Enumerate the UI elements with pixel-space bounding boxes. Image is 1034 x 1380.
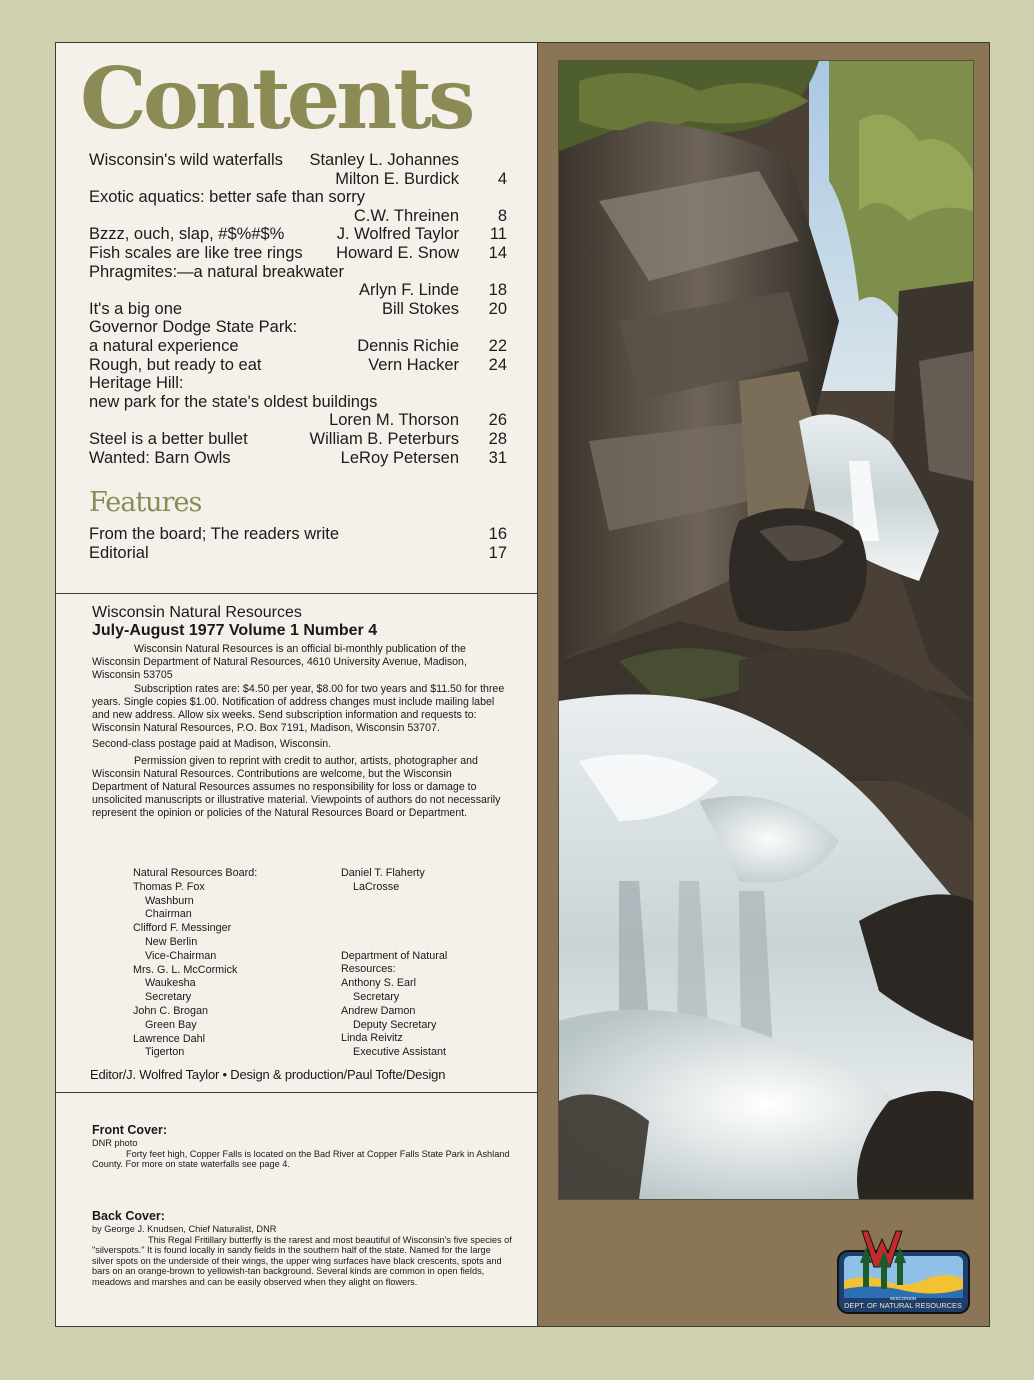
front-cover-note — [92, 1123, 512, 1170]
board-column-2 — [341, 867, 541, 1060]
feature-entry — [89, 525, 507, 544]
toc-entry-author: Loren M. Thorson — [329, 411, 459, 430]
toc-entry-author: J. Wolfred Taylor — [336, 225, 459, 244]
toc-entry-title: Wanted: Barn Owls — [89, 448, 231, 467]
back-cover-caption: This Regal Fritillary butterfly is the rarest and most beautiful of Wisconsin's five species of "silverspots." It is found locally in sandy fields in the southern half of the state. Named for the large silver spots on the underside of their wings, the upper wing surfaces have black crescents, spots and bars on an orange-brown to yellowish-tan background. Several kinds are common in open fields, meadows and marshes and can be easily observed when they alight on flowers. — [92, 1234, 512, 1287]
toc-entry-author: Bill Stokes — [381, 299, 459, 318]
toc-entry-page: 4 — [497, 169, 507, 188]
toc-entry-author: William B. Peterburs — [309, 429, 459, 448]
toc-entry-page: 26 — [488, 411, 507, 430]
toc-entry — [89, 430, 507, 449]
toc-entry-title: Phragmites:—a natural breakwater — [89, 262, 344, 281]
feature-entry-page: 16 — [488, 525, 507, 543]
board-line: John C. Brogan — [133, 1004, 209, 1017]
feature-entry-page: 17 — [488, 544, 507, 562]
dnr-logo — [836, 1223, 971, 1315]
front-cover-credit: DNR photo — [92, 1138, 138, 1148]
board-line: Anthony S. Earl — [341, 977, 417, 990]
logo-small-text: WISCONSIN — [889, 1296, 917, 1301]
front-cover-heading: Front Cover: — [92, 1123, 167, 1137]
feature-entry-title: From the board; The readers write — [89, 525, 340, 543]
board-line: Vice-Chairman — [145, 949, 217, 962]
toc-entry — [89, 170, 507, 189]
features-list — [89, 525, 507, 563]
toc-entry — [89, 207, 507, 226]
toc-entry-title: Heritage Hill: — [89, 374, 184, 393]
toc-entry — [89, 374, 507, 393]
back-cover-note — [92, 1209, 512, 1288]
board-line: Secretary — [145, 991, 192, 1004]
board-column-1 — [133, 867, 333, 1060]
board-line: Chairman — [145, 908, 192, 921]
toc-entry-author: Arlyn F. Linde — [359, 281, 459, 300]
toc-entry-author: Stanley L. Johannes — [309, 151, 459, 169]
toc-entry-page: 14 — [488, 243, 507, 262]
masthead-paragraph: Subscription rates are: $4.50 per year, $8.00 for two years and $11.50 for three years. Single copies $1.00. Notification of address changes must include mailing label and new address. Allow six weeks. Send subscription information and requests to: Wisconsin Natural Resources, P.O. Box 7191, Madison, Wisconsin 53707. — [92, 682, 505, 735]
toc-entry — [89, 356, 507, 375]
feature-entry — [89, 544, 507, 563]
publication-name: Wisconsin Natural Resources — [92, 604, 302, 621]
issue-line: July-August 1977 Volume 1 Number 4 — [92, 622, 378, 639]
toc-entry-title: Bzzz, ouch, slap, #$%#$% — [89, 225, 285, 244]
masthead-paragraph: Second-class postage paid at Madison, Wisconsin. — [92, 738, 332, 751]
toc-entry-author: LeRoy Petersen — [340, 448, 459, 467]
front-cover-caption: Forty feet high, Copper Falls is located on the Bad River at Copper Falls State Park in Ashland County. For more on state waterfalls see page 4. — [92, 1148, 510, 1170]
back-cover-heading: Back Cover: — [92, 1209, 165, 1223]
toc-entry-title: It's a big one — [89, 299, 183, 318]
dnr-logo-graphic — [836, 1223, 971, 1315]
waterfall-photo — [558, 60, 974, 1200]
divider — [56, 593, 537, 594]
toc-entry-page: 24 — [488, 355, 507, 374]
board-line: Daniel T. Flaherty — [341, 867, 425, 879]
toc-entry — [89, 281, 507, 300]
waterfall-illustration — [559, 61, 973, 1199]
masthead-body — [92, 643, 506, 821]
board-line: LaCrosse — [353, 880, 400, 893]
toc-entry-author: Dennis Richie — [357, 336, 459, 355]
board-line: Washburn — [145, 894, 194, 907]
feature-entry-title: Editorial — [89, 544, 149, 562]
toc-entry — [89, 411, 507, 430]
toc-entry-title: a natural experience — [89, 336, 239, 355]
board-line: Lawrence Dahl — [133, 1032, 206, 1045]
toc-entry-title: Steel is a better bullet — [89, 429, 248, 448]
staff-credits: Editor/J. Wolfred Taylor • Design & production/Paul Tofte/Design — [90, 1067, 446, 1082]
divider — [56, 1092, 537, 1093]
toc-entry — [89, 244, 507, 263]
toc-entry-title: Exotic aquatics: better safe than sorry — [89, 188, 366, 207]
board-line: Linda Reivitz — [341, 1032, 403, 1045]
toc-entry — [89, 318, 507, 337]
toc-entry — [89, 188, 507, 207]
masthead — [92, 603, 512, 821]
logo-label: DEPT. OF NATURAL RESOURCES — [844, 1301, 962, 1310]
toc-entry — [89, 151, 507, 170]
toc-entry-page: 18 — [488, 281, 507, 300]
toc-entry-author: Vern Hacker — [368, 355, 459, 374]
toc-entry — [89, 225, 507, 244]
contents-heading: Contents — [80, 49, 472, 148]
photo-column — [537, 42, 990, 1327]
toc-entry-page: 31 — [488, 448, 507, 467]
toc-entry-page: 22 — [488, 336, 507, 355]
table-of-contents — [89, 151, 507, 467]
masthead-paragraph: Wisconsin Natural Resources is an official bi-monthly publication of the Wisconsin Department of Natural Resources, 4610 University Avenue, Madison, Wisconsin 53705 — [92, 643, 467, 682]
board-line: Executive Assistant — [353, 1046, 447, 1059]
board-line: Secretary — [353, 990, 400, 1003]
toc-entry — [89, 449, 507, 468]
back-cover-credit: by George J. Knudsen, Chief Naturalist, DNR — [92, 1224, 277, 1234]
toc-entry-title: new park for the state's oldest buildings — [89, 392, 378, 411]
toc-entry-page: 28 — [488, 429, 507, 448]
toc-entry-title: Fish scales are like tree rings — [89, 243, 303, 262]
toc-entry-author: Milton E. Burdick — [335, 169, 459, 188]
board-line: Natural Resources Board: — [133, 867, 258, 879]
toc-entry — [89, 337, 507, 356]
toc-entry — [89, 300, 507, 319]
contents-column — [55, 42, 538, 1327]
features-heading: Features — [89, 487, 202, 518]
board-line: Thomas P. Fox — [133, 880, 205, 893]
toc-entry-title: Governor Dodge State Park: — [89, 318, 298, 337]
toc-entry — [89, 393, 507, 412]
toc-entry-author: C.W. Threinen — [353, 206, 459, 225]
toc-entry — [89, 263, 507, 282]
board-line: Waukesha — [145, 977, 196, 990]
board-line: Deputy Secretary — [353, 1018, 437, 1031]
board-line: Resources: — [341, 963, 396, 976]
toc-entry-page: 11 — [489, 225, 507, 244]
board-line: Department of Natural — [341, 949, 448, 962]
toc-entry-title: Rough, but ready to eat — [89, 355, 262, 374]
board-line: Green Bay — [145, 1018, 197, 1031]
toc-entry-page: 8 — [497, 206, 507, 225]
board-line: Tigerton — [145, 1046, 185, 1059]
board-line: Mrs. G. L. McCormick — [133, 963, 238, 976]
board-line: Clifford F. Messinger — [133, 922, 232, 935]
toc-entry-title: Wisconsin's wild waterfalls — [89, 151, 283, 169]
toc-entry-page: 20 — [488, 299, 507, 318]
toc-entry-author: Howard E. Snow — [336, 243, 459, 262]
board-line: Andrew Damon — [341, 1004, 416, 1017]
masthead-paragraph: Permission given to reprint with credit to author, artists, photographer and Wisconsin Natural Resources. Contributions are welcome, but the Wisconsin Department of Natural Resources assumes no responsibility for loss or damage to unsolicited manuscripts or illustrative material. Viewpoints of authors do not necessarily represent the opinion or policies of the Natural Resources Board or Department. — [92, 754, 501, 820]
board-line: New Berlin — [145, 935, 198, 948]
